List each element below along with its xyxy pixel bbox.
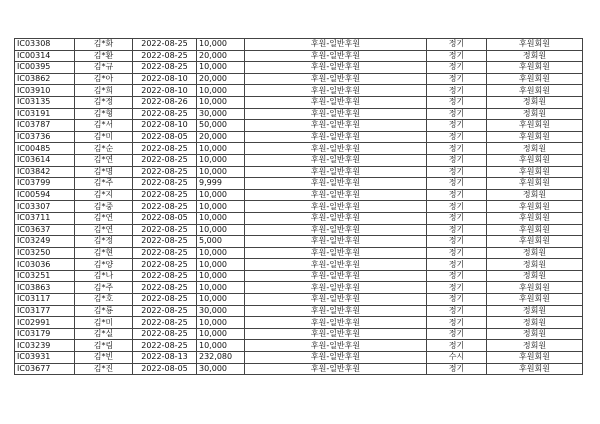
member-type-cell: 후원회원 [487, 73, 583, 85]
donor-name-cell: 김*룡 [75, 305, 133, 317]
donor-id-cell: IC03036 [15, 259, 75, 271]
amount-cell: 10,000 [197, 39, 245, 51]
frequency-cell: 정기 [427, 259, 487, 271]
donor-name-cell: 김*화 [75, 39, 133, 51]
category-cell: 후원-일반후원 [245, 247, 427, 259]
member-type-cell: 후원회원 [487, 363, 583, 375]
amount-cell: 10,000 [197, 85, 245, 97]
frequency-cell: 정기 [427, 50, 487, 62]
table-row [15, 39, 583, 51]
table-row [15, 282, 583, 294]
table-row [15, 294, 583, 306]
date-cell: 2022-08-05 [133, 212, 197, 224]
frequency-cell: 정기 [427, 212, 487, 224]
member-type-cell: 정회원 [487, 328, 583, 340]
frequency-cell: 정기 [427, 317, 487, 329]
date-cell: 2022-08-25 [133, 178, 197, 190]
table-row [15, 201, 583, 213]
donor-id-cell: IC03711 [15, 212, 75, 224]
donor-name-cell: 김*미 [75, 131, 133, 143]
donor-name-cell: 김*나 [75, 270, 133, 282]
member-type-cell: 정회원 [487, 96, 583, 108]
table-row [15, 189, 583, 201]
date-cell: 2022-08-25 [133, 328, 197, 340]
date-cell: 2022-08-25 [133, 317, 197, 329]
donor-id-cell: IC03863 [15, 282, 75, 294]
category-cell: 후원-일반후원 [245, 270, 427, 282]
table-row [15, 270, 583, 282]
member-type-cell: 후원회원 [487, 131, 583, 143]
member-type-cell: 정회원 [487, 50, 583, 62]
category-cell: 후원-일반후원 [245, 39, 427, 51]
table-row [15, 247, 583, 259]
amount-cell: 10,000 [197, 96, 245, 108]
date-cell: 2022-08-05 [133, 363, 197, 375]
donor-name-cell: 김*형 [75, 108, 133, 120]
donor-name-cell: 김*희 [75, 85, 133, 97]
donor-name-cell: 김*순 [75, 143, 133, 155]
date-cell: 2022-08-25 [133, 50, 197, 62]
amount-cell: 10,000 [197, 328, 245, 340]
frequency-cell: 정기 [427, 143, 487, 155]
date-cell: 2022-08-25 [133, 62, 197, 74]
member-type-cell: 후원회원 [487, 236, 583, 248]
table-row [15, 317, 583, 329]
frequency-cell: 정기 [427, 189, 487, 201]
member-type-cell: 정회원 [487, 143, 583, 155]
table-row [15, 328, 583, 340]
frequency-cell: 정기 [427, 363, 487, 375]
amount-cell: 10,000 [197, 270, 245, 282]
category-cell: 후원-일반후원 [245, 50, 427, 62]
date-cell: 2022-08-10 [133, 120, 197, 132]
donor-name-cell: 김*연 [75, 154, 133, 166]
amount-cell: 10,000 [197, 62, 245, 74]
amount-cell: 10,000 [197, 166, 245, 178]
frequency-cell: 정기 [427, 247, 487, 259]
frequency-cell: 정기 [427, 178, 487, 190]
donor-id-cell: IC03239 [15, 340, 75, 352]
date-cell: 2022-08-25 [133, 340, 197, 352]
member-type-cell: 정회원 [487, 259, 583, 271]
donor-name-cell: 김*환 [75, 50, 133, 62]
date-cell: 2022-08-25 [133, 305, 197, 317]
member-type-cell: 정회원 [487, 189, 583, 201]
amount-cell: 50,000 [197, 120, 245, 132]
donor-id-cell: IC03250 [15, 247, 75, 259]
donor-name-cell: 김*정 [75, 96, 133, 108]
member-type-cell: 정회원 [487, 247, 583, 259]
date-cell: 2022-08-26 [133, 96, 197, 108]
amount-cell: 10,000 [197, 143, 245, 155]
category-cell: 후원-일반후원 [245, 120, 427, 132]
category-cell: 후원-일반후원 [245, 212, 427, 224]
donor-name-cell: 김*림 [75, 340, 133, 352]
date-cell: 2022-08-25 [133, 224, 197, 236]
table-row [15, 166, 583, 178]
amount-cell: 10,000 [197, 294, 245, 306]
date-cell: 2022-08-25 [133, 259, 197, 271]
donor-name-cell: 김*명 [75, 166, 133, 178]
amount-cell: 10,000 [197, 224, 245, 236]
member-type-cell: 후원회원 [487, 178, 583, 190]
donor-id-cell: IC03931 [15, 352, 75, 364]
frequency-cell: 정기 [427, 154, 487, 166]
date-cell: 2022-08-25 [133, 270, 197, 282]
table-row [15, 340, 583, 352]
donor-id-cell: IC03179 [15, 328, 75, 340]
donor-name-cell: 김*진 [75, 363, 133, 375]
table-row [15, 259, 583, 271]
category-cell: 후원-일반후원 [245, 352, 427, 364]
donor-id-cell: IC00485 [15, 143, 75, 155]
member-type-cell: 정회원 [487, 305, 583, 317]
donor-id-cell: IC03177 [15, 305, 75, 317]
category-cell: 후원-일반후원 [245, 62, 427, 74]
member-type-cell: 후원회원 [487, 282, 583, 294]
donor-name-cell: 김*현 [75, 247, 133, 259]
donor-name-cell: 김*서 [75, 120, 133, 132]
donor-name-cell: 김*중 [75, 201, 133, 213]
category-cell: 후원-일반후원 [245, 143, 427, 155]
frequency-cell: 정기 [427, 340, 487, 352]
frequency-cell: 정기 [427, 62, 487, 74]
category-cell: 후원-일반후원 [245, 328, 427, 340]
member-type-cell: 후원회원 [487, 212, 583, 224]
frequency-cell: 수시 [427, 352, 487, 364]
date-cell: 2022-08-10 [133, 73, 197, 85]
donor-id-cell: IC03117 [15, 294, 75, 306]
category-cell: 후원-일반후원 [245, 73, 427, 85]
frequency-cell: 정기 [427, 108, 487, 120]
table-row [15, 154, 583, 166]
frequency-cell: 정기 [427, 270, 487, 282]
category-cell: 후원-일반후원 [245, 108, 427, 120]
date-cell: 2022-08-25 [133, 154, 197, 166]
category-cell: 후원-일반후원 [245, 224, 427, 236]
donor-id-cell: IC03637 [15, 224, 75, 236]
frequency-cell: 정기 [427, 39, 487, 51]
amount-cell: 232,080 [197, 352, 245, 364]
donor-id-cell: IC03787 [15, 120, 75, 132]
member-type-cell: 후원회원 [487, 224, 583, 236]
donor-name-cell: 김*양 [75, 259, 133, 271]
amount-cell: 5,000 [197, 236, 245, 248]
donor-id-cell: IC03191 [15, 108, 75, 120]
date-cell: 2022-08-05 [133, 131, 197, 143]
frequency-cell: 정기 [427, 305, 487, 317]
date-cell: 2022-08-25 [133, 39, 197, 51]
donor-id-cell: IC00395 [15, 62, 75, 74]
member-type-cell: 정회원 [487, 270, 583, 282]
donor-id-cell: IC03251 [15, 270, 75, 282]
category-cell: 후원-일반후원 [245, 305, 427, 317]
member-type-cell: 후원회원 [487, 39, 583, 51]
frequency-cell: 정기 [427, 85, 487, 97]
donor-id-cell: IC03799 [15, 178, 75, 190]
category-cell: 후원-일반후원 [245, 317, 427, 329]
table-row [15, 143, 583, 155]
category-cell: 후원-일반후원 [245, 294, 427, 306]
member-type-cell: 후원회원 [487, 120, 583, 132]
donation-table [14, 38, 583, 375]
amount-cell: 10,000 [197, 201, 245, 213]
table-row [15, 73, 583, 85]
category-cell: 후원-일반후원 [245, 154, 427, 166]
category-cell: 후원-일반후원 [245, 178, 427, 190]
amount-cell: 30,000 [197, 108, 245, 120]
donor-id-cell: IC03249 [15, 236, 75, 248]
member-type-cell: 정회원 [487, 108, 583, 120]
amount-cell: 10,000 [197, 154, 245, 166]
date-cell: 2022-08-25 [133, 282, 197, 294]
table-row [15, 50, 583, 62]
donor-id-cell: IC03307 [15, 201, 75, 213]
donor-id-cell: IC03135 [15, 96, 75, 108]
amount-cell: 20,000 [197, 50, 245, 62]
category-cell: 후원-일반후원 [245, 85, 427, 97]
amount-cell: 10,000 [197, 247, 245, 259]
category-cell: 후원-일반후원 [245, 236, 427, 248]
donor-name-cell: 김*주 [75, 178, 133, 190]
table-body [15, 39, 583, 375]
member-type-cell: 후원회원 [487, 294, 583, 306]
donor-id-cell: IC03910 [15, 85, 75, 97]
date-cell: 2022-08-13 [133, 352, 197, 364]
table-row [15, 363, 583, 375]
date-cell: 2022-08-25 [133, 143, 197, 155]
donor-id-cell: IC03308 [15, 39, 75, 51]
table-row [15, 62, 583, 74]
table-row [15, 96, 583, 108]
donor-name-cell: 김*지 [75, 189, 133, 201]
table-row [15, 305, 583, 317]
member-type-cell: 후원회원 [487, 154, 583, 166]
table-row [15, 178, 583, 190]
donor-id-cell: IC03614 [15, 154, 75, 166]
member-type-cell: 후원회원 [487, 62, 583, 74]
donor-name-cell: 김*주 [75, 282, 133, 294]
donor-id-cell: IC03842 [15, 166, 75, 178]
donor-name-cell: 김*아 [75, 73, 133, 85]
donor-name-cell: 김*규 [75, 62, 133, 74]
date-cell: 2022-08-25 [133, 247, 197, 259]
amount-cell: 10,000 [197, 340, 245, 352]
frequency-cell: 정기 [427, 120, 487, 132]
donor-id-cell: IC00594 [15, 189, 75, 201]
frequency-cell: 정기 [427, 201, 487, 213]
frequency-cell: 정기 [427, 166, 487, 178]
category-cell: 후원-일반후원 [245, 189, 427, 201]
table-row [15, 212, 583, 224]
table-row [15, 108, 583, 120]
member-type-cell: 정회원 [487, 340, 583, 352]
date-cell: 2022-08-25 [133, 294, 197, 306]
amount-cell: 10,000 [197, 282, 245, 294]
date-cell: 2022-08-10 [133, 85, 197, 97]
table-row [15, 236, 583, 248]
donor-id-cell: IC03862 [15, 73, 75, 85]
date-cell: 2022-08-25 [133, 166, 197, 178]
amount-cell: 10,000 [197, 317, 245, 329]
date-cell: 2022-08-25 [133, 108, 197, 120]
frequency-cell: 정기 [427, 236, 487, 248]
donor-name-cell: 김*연 [75, 224, 133, 236]
donor-id-cell: IC03677 [15, 363, 75, 375]
member-type-cell: 정회원 [487, 317, 583, 329]
category-cell: 후원-일반후원 [245, 363, 427, 375]
frequency-cell: 정기 [427, 224, 487, 236]
donor-id-cell: IC00314 [15, 50, 75, 62]
donor-name-cell: 김*빈 [75, 352, 133, 364]
amount-cell: 30,000 [197, 305, 245, 317]
amount-cell: 9,999 [197, 178, 245, 190]
member-type-cell: 후원회원 [487, 166, 583, 178]
table-row [15, 352, 583, 364]
date-cell: 2022-08-25 [133, 236, 197, 248]
table-row [15, 224, 583, 236]
category-cell: 후원-일반후원 [245, 259, 427, 271]
frequency-cell: 정기 [427, 282, 487, 294]
category-cell: 후원-일반후원 [245, 96, 427, 108]
frequency-cell: 정기 [427, 294, 487, 306]
donor-name-cell: 김*미 [75, 317, 133, 329]
date-cell: 2022-08-25 [133, 201, 197, 213]
frequency-cell: 정기 [427, 73, 487, 85]
frequency-cell: 정기 [427, 328, 487, 340]
table-row [15, 131, 583, 143]
frequency-cell: 정기 [427, 131, 487, 143]
amount-cell: 10,000 [197, 189, 245, 201]
amount-cell: 10,000 [197, 259, 245, 271]
member-type-cell: 후원회원 [487, 201, 583, 213]
member-type-cell: 후원회원 [487, 352, 583, 364]
category-cell: 후원-일반후원 [245, 201, 427, 213]
amount-cell: 30,000 [197, 363, 245, 375]
amount-cell: 10,000 [197, 212, 245, 224]
category-cell: 후원-일반후원 [245, 282, 427, 294]
donor-id-cell: IC02991 [15, 317, 75, 329]
amount-cell: 20,000 [197, 73, 245, 85]
category-cell: 후원-일반후원 [245, 340, 427, 352]
frequency-cell: 정기 [427, 96, 487, 108]
date-cell: 2022-08-25 [133, 189, 197, 201]
amount-cell: 20,000 [197, 131, 245, 143]
donor-name-cell: 김*호 [75, 294, 133, 306]
table-row [15, 85, 583, 97]
category-cell: 후원-일반후원 [245, 131, 427, 143]
table-row [15, 120, 583, 132]
donor-name-cell: 김*연 [75, 212, 133, 224]
donor-name-cell: 김*실 [75, 328, 133, 340]
donor-id-cell: IC03736 [15, 131, 75, 143]
member-type-cell: 후원회원 [487, 85, 583, 97]
donor-name-cell: 김*정 [75, 236, 133, 248]
category-cell: 후원-일반후원 [245, 166, 427, 178]
